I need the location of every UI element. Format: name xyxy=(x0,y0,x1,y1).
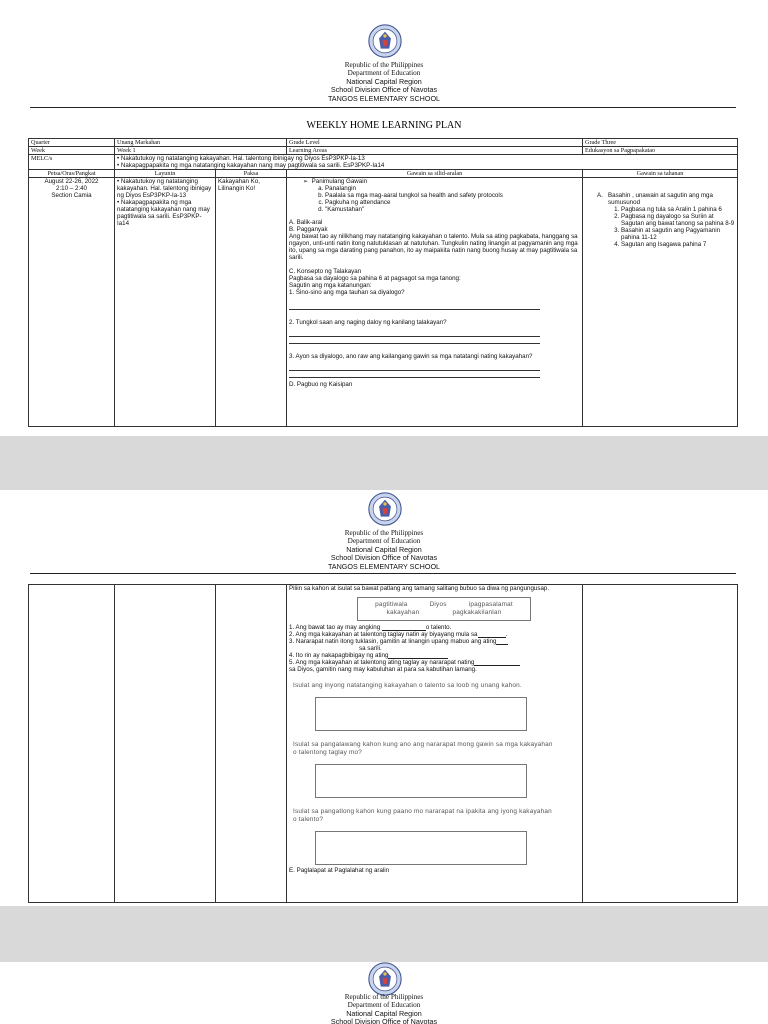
header-department: Department of Education xyxy=(347,1001,421,1010)
list-item: 4. Sagutan ang Isagawa pahina 7 xyxy=(621,241,735,248)
box-2-instruction: Isulat sa pangalawang kahon kung ano ang nararapat mong gawin sa mga kakayahan o talentong taglay mo? xyxy=(293,741,553,756)
plan-table xyxy=(28,138,738,427)
section-e: E. Paglalapat at Paglalahat ng aralin xyxy=(289,867,390,874)
sentence-2: 2. Ang mga kakayahan at talentong taglay natin ay biyayang mula sa . xyxy=(289,631,508,638)
word-choice: kakayahan xyxy=(386,609,420,616)
list-item: d. "Kamustahan" xyxy=(325,206,580,213)
intro-list xyxy=(289,185,580,213)
school-header xyxy=(0,529,768,571)
header-republic: Republic of the Philippines xyxy=(344,993,424,1001)
header-rule xyxy=(30,573,736,574)
header-school: TANGOS ELEMENTARY SCHOOL xyxy=(327,561,441,571)
deped-seal-icon xyxy=(368,962,402,996)
col-home: Gawain sa tahanan xyxy=(583,170,738,178)
header-division: School Division Office of Navotas xyxy=(330,553,438,563)
answer-line xyxy=(289,337,540,344)
list-item: a. Panalangin xyxy=(325,185,580,192)
section-c-text2: Sagutin ang mga katanungan: xyxy=(289,282,372,289)
col-objective: Layunin xyxy=(115,170,216,178)
section-d: D. Pagbuo ng Kaisipan xyxy=(289,381,353,388)
header-department: Department of Education xyxy=(347,69,421,78)
quarter-value: Unang Markahan xyxy=(115,139,287,147)
col-date: Petsa/Oras/Pangkat xyxy=(29,170,115,178)
grade-label: Grade Level xyxy=(287,139,583,147)
grade-value: Grade Three xyxy=(583,139,738,147)
melc-2: • Nakapagpapakita ng mga natatanging kakayahan nang may pagtitiwala sa sarili. EsP3PKP-Ia14 xyxy=(117,162,385,169)
header-rule xyxy=(30,107,736,108)
page-1 xyxy=(0,0,768,436)
section-b-text: Ang bawat tao ay nilikhang may natatanging kakayahan o talento. Mula sa ating pagkabata, hanggang sa ngayon, unti-unti natin itong natutuklasan at natutuhan. Tungkulin nating linangin at pagyamanin ang mga ito, upang sa mga darating pang panahon, ito ay maipakita natin nang buong husay at may pagtitiwala sa sarili. xyxy=(289,233,578,261)
sentence-4: 4. Ito rin ay nakapagbibigay ng ating xyxy=(289,652,580,659)
list-item: b. Paalala sa mga mag-aaral tungkol sa health and safety protocols xyxy=(325,192,580,199)
arrow-bullet-icon: ➢ xyxy=(303,178,309,185)
list-item: 2. Pagbasa ng dayalogo sa Suriin at Sagutan ang bawat tanong sa pahina 8-9 xyxy=(621,213,735,227)
week-value: Week 1 xyxy=(115,147,287,155)
answer-blank[interactable] xyxy=(496,644,508,645)
header-department: Department of Education xyxy=(347,537,421,546)
week-label: Week xyxy=(29,147,115,155)
intro-label: Panimulang Gawain xyxy=(311,178,368,185)
list-item: 3. Basahin at sagutin ang Pagyamanin pahina 11-12 xyxy=(621,227,735,241)
word-row-1 xyxy=(358,601,530,609)
header-school: TANGOS ELEMENTARY SCHOOL xyxy=(327,93,441,103)
section-a: A. Balik-aral xyxy=(289,219,323,226)
question-3: 3. Ayon sa diyalogo, ano raw ang kailangang gawin sa mga natatangi nating kakayahan? xyxy=(289,353,533,360)
melc-1: • Nakatutukoy ng natatanging kakayahan. Hal. talentong ibinigay ng Diyos EsP3PKP-Ia-13 xyxy=(117,155,365,162)
answer-box-2[interactable] xyxy=(315,764,527,798)
list-item: c. Pagkuha ng attendance xyxy=(325,199,580,206)
melc-label: MELC/s xyxy=(29,155,115,170)
word-choice: pagtitiwala xyxy=(375,601,408,608)
answer-line xyxy=(289,364,540,371)
deped-seal-icon xyxy=(368,24,402,58)
header-republic: Republic of the Philippines xyxy=(344,529,424,537)
homework-a-label: A. xyxy=(597,192,603,199)
topic-cell: Kakayahan Ko, Lilinangin Ko! xyxy=(216,178,287,427)
classwork-cell xyxy=(287,178,583,427)
list-item: 1. Pagbasa ng tula sa Aralin 1 pahina 6 xyxy=(621,206,735,213)
table-row xyxy=(29,139,738,147)
word-box xyxy=(357,597,531,621)
answer-blank[interactable] xyxy=(474,665,520,666)
header-division: School Division Office of Navotas xyxy=(330,85,438,95)
section-c-text1: Pagbasa sa dayalogo sa pahina 6 at pagsagot sa mga tanong: xyxy=(289,275,461,282)
word-choice: ipagpasalamat xyxy=(468,601,513,608)
table-row xyxy=(29,147,738,155)
deped-seal-icon xyxy=(368,492,402,526)
section-b: B. Pagganyak xyxy=(289,226,328,233)
page-3 xyxy=(0,962,768,1024)
objective-1: • Nakatutukoy ng natatanging kakayahan. Hal. talentong ibinigay ng Diyos EsP3PKP-Ia-13 xyxy=(117,178,212,199)
table-row xyxy=(29,178,738,427)
areas-value: Edukasyon sa Pagpapakatao xyxy=(583,147,738,155)
sentence-3: 3. Nararapat natin itong tuklasin, gamitin at linangin upang mabuo ang ating xyxy=(289,638,580,645)
table-row xyxy=(29,585,738,903)
homework-list xyxy=(585,206,735,248)
header-region: National Capital Region xyxy=(346,76,422,86)
col-class: Gawain sa silid-aralan xyxy=(287,170,583,178)
table-row xyxy=(29,155,738,170)
word-choice: pagkakakilanlan xyxy=(452,609,502,616)
answer-box-1[interactable] xyxy=(315,697,527,731)
homework-a-text: Basahin , unawain at sagutin ang mga sumusunod xyxy=(608,192,713,206)
intro-heading xyxy=(289,178,580,185)
sentence-3-cont: sa sarili. xyxy=(359,645,382,652)
header-region: National Capital Region xyxy=(346,1008,422,1018)
column-header-row xyxy=(29,170,738,178)
time-text: 2:10 – 2:40 xyxy=(56,185,87,192)
objective-2: • Nakapagpapakita ng mga natatanging kakayahan nang may pagtitiwala sa sarili. EsP3PKP-Ia14 xyxy=(117,199,210,227)
fill-instruction: Piliin sa kahon at isulat sa bawat patlang ang tamang salitang bubuo sa diwa ng pangungusap. xyxy=(289,585,550,592)
objective-cell xyxy=(115,178,216,427)
date-text: August 22-26, 2022 xyxy=(44,178,99,185)
box-1-instruction: Isulat ang inyong natatanging kakayahan o talento sa loob ng unang kahon. xyxy=(293,682,522,689)
quarter-label: Quarter xyxy=(29,139,115,147)
answer-line xyxy=(289,371,540,378)
header-region: National Capital Region xyxy=(346,544,422,554)
school-header xyxy=(0,993,768,1024)
section-text: Section Camia xyxy=(51,192,92,199)
word-row-2 xyxy=(358,609,530,617)
areas-label: Learning Areas xyxy=(287,147,583,155)
melc-values xyxy=(115,155,738,170)
box-3-instruction: Isulat sa pangatlong kahon kung paano mo nararapat na ipakita ang iyong kakayahan o talento? xyxy=(293,808,552,823)
homework-cell xyxy=(583,178,738,427)
answer-box-3[interactable] xyxy=(315,831,527,865)
section-c: C. Konsepto ng Talakayan xyxy=(289,268,362,275)
col-topic: Paksa xyxy=(216,170,287,178)
question-2: 2. Tungkol saan ang naging daloy ng kanilang talakayan? xyxy=(289,319,447,326)
school-header xyxy=(0,61,768,103)
sentence-5: 5. Ang mga kakayahan at talentong ating taglay ay nararapat nating xyxy=(289,659,580,666)
word-choice: Diyos xyxy=(429,601,447,608)
question-1: 1. Sino-sino ang mga tauhan sa diyalogo? xyxy=(289,289,405,296)
page-2 xyxy=(0,490,768,906)
homework-a xyxy=(585,192,735,206)
header-division: School Division Office of Navotas xyxy=(330,1017,438,1024)
sentence-1: 1. Ang bawat tao ay may angking o talento. xyxy=(289,624,452,631)
page-title: WEEKLY HOME LEARNING PLAN xyxy=(306,120,462,131)
plan-table-continued xyxy=(28,584,738,903)
answer-line xyxy=(289,303,540,310)
date-cell xyxy=(29,178,115,427)
answer-line xyxy=(289,330,540,337)
sentence-5-cont: sa Diyos, gamitin nang may kabuluhan at para sa kabutihan lamang. xyxy=(289,666,477,673)
header-republic: Republic of the Philippines xyxy=(344,61,424,69)
classwork-cell-continued xyxy=(287,585,583,903)
